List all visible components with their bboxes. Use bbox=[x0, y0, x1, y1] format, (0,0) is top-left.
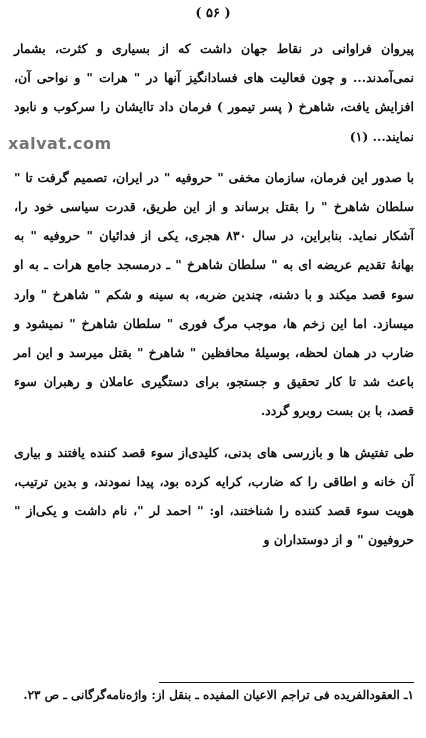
footnote-divider bbox=[159, 682, 414, 683]
paragraph-1: پیروان فراوانی در نقاط جهان داشت که از بسیاری و کثرت، بشمار نمی‌آمدند... و چون فعالیت های فسادانگیز آنها در " هرات " و نواحی آن، افزایش یافت، شاهرخ ( پسر تیمور ) فرمان داد تاایشان را سرکوب و نابود نمایند... (۱) bbox=[14, 41, 414, 144]
site-watermark: xalvat.com bbox=[8, 134, 112, 153]
paragraph-2: با صدور این فرمان، سازمان مخفی " حروفیه " در ایران، تصمیم گرفت تا " سلطان شاهرخ " را بقتل برساند و از این طریق، قدرت سیاسی خود را، آشکار نماید. بنابراین، در سال ۸۳۰ هجری، یکی از فدائیان " حروفیه " به بهانهٔ تقدیم عریضه ای به " سلطان شاهرخ " ـ درمسجد جامع هرات ـ به او سوء قصد میکند و با دشنه، چندین ضربه، به سینه و شکم " شاهرخ " وارد میسازد. اما این زخم ها، موجب مرگ فوری " سلطان شاهرخ " نمیشود و ضارب در همان لحظه، بوسیلهٔ محافظین " شاهرخ " بقتل میرسد و این امر باعث شد تا کار تحقیق و جستجو، برای دستگیری عاملان و رهبران سوء قصد، با بن بست روبرو گردد. bbox=[14, 169, 414, 419]
page-number: ( ۵۶ ) bbox=[195, 6, 231, 21]
main-text bbox=[14, 34, 414, 554]
footnote: ۱ـ العقودالفریده فی تراجم الاعیان المفیده ـ بنقل از: واژه‌نامه‌گرگانی ـ ص ۲۳. bbox=[23, 688, 414, 702]
paragraph-3: طی تفتیش ها و بازرسی های بدنی، کلیدی‌از سوء قصد کننده یافتند و بیاری آن خانه و اطاقی را که ضارب، کرایه کرده بود، پیدا نمودند، و بدین ترتیب، هویت سوء قصد کننده را شناختند، او: " احمد لر "، نام داشت و یکی‌از " حروفیون " و از دوستداران و bbox=[14, 444, 414, 548]
